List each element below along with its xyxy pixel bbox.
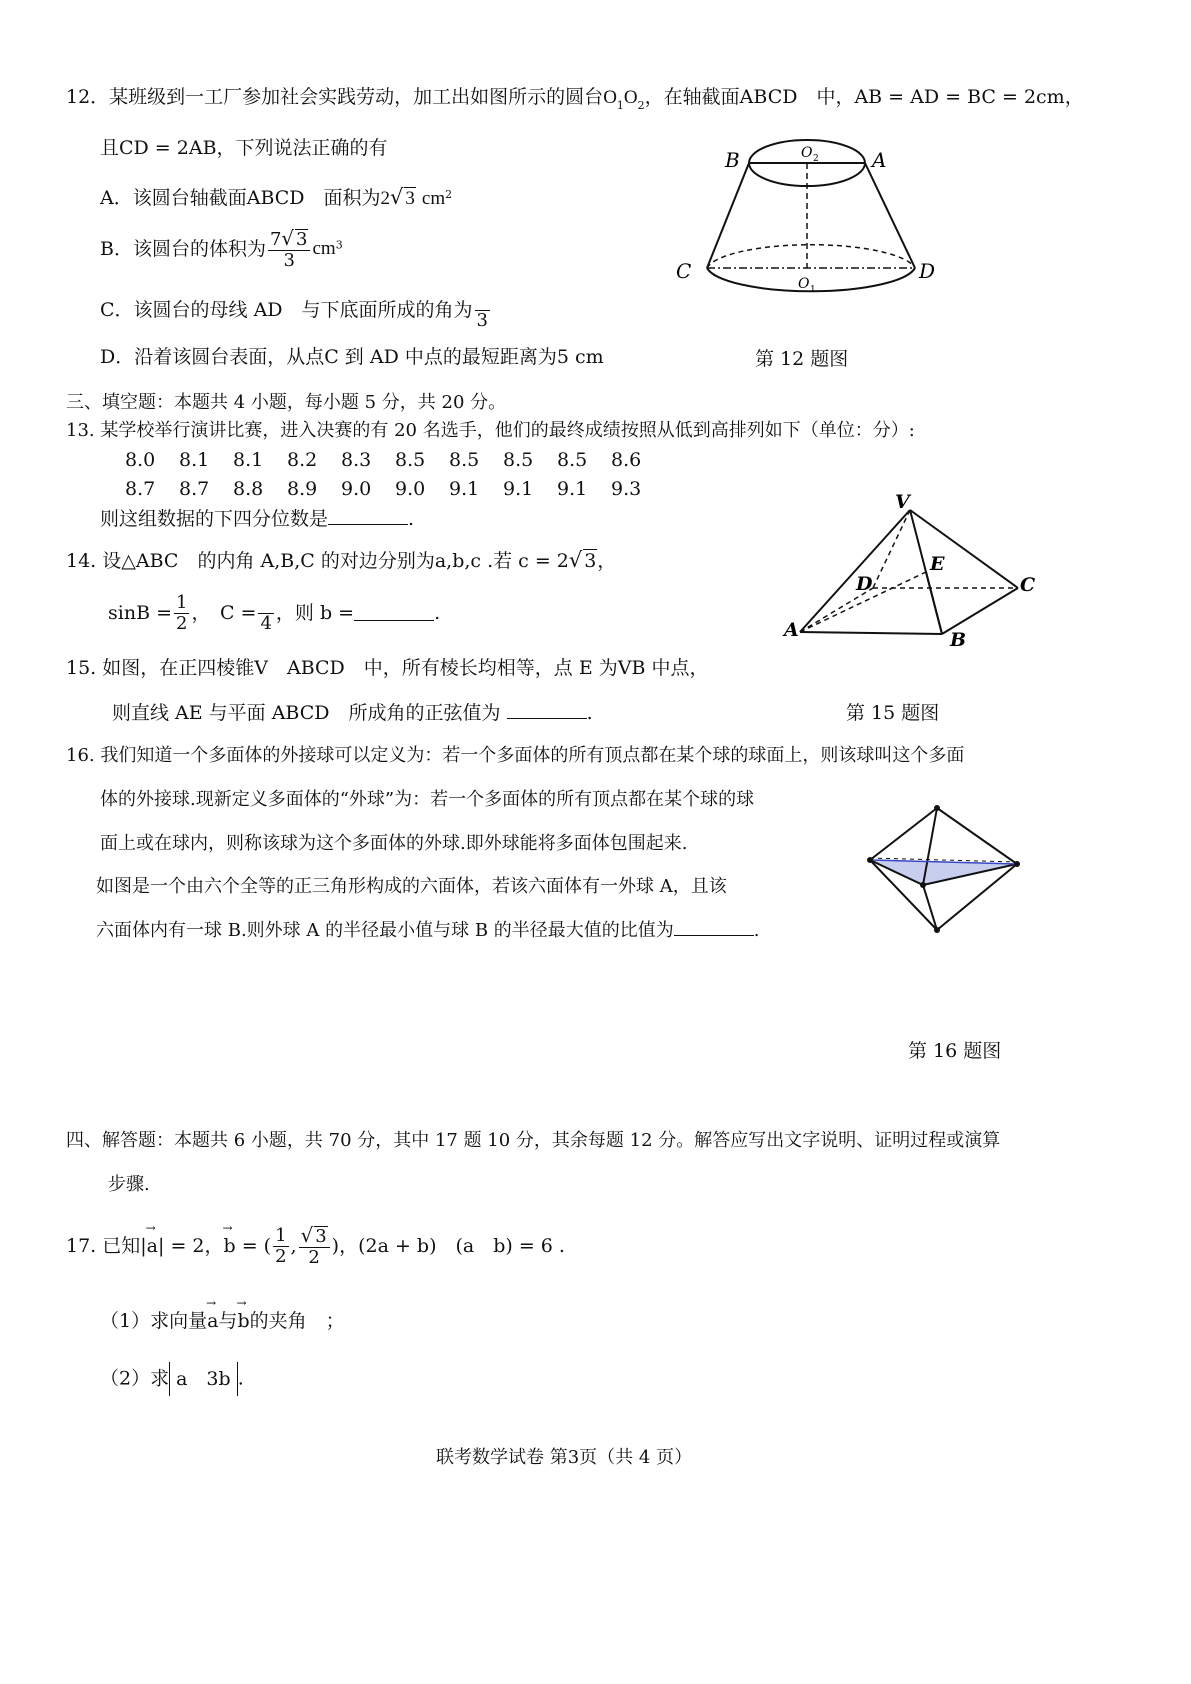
q13-stem: 13. 某学校举行演讲比赛，进入决赛的有 20 名选手，他们的最终成绩按照从低到高排列如下（单位：分）: — [66, 420, 915, 441]
bottom-ellipse-back — [707, 245, 915, 268]
section-4-heading-line2: 步骤. — [108, 1174, 150, 1195]
q13-data-row-2: 8.7 8.7 8.8 8.9 9.0 9.0 9.1 9.1 9.1 9.3 — [125, 478, 642, 500]
q17-part2: （2）求 a 3b . — [100, 1362, 244, 1396]
q12-option-b: B．该圆台的体积为 $\frac{7√ 3}{3}$ $cm^3$ — [100, 227, 343, 271]
label-a: A — [872, 148, 887, 172]
octahedron-figure — [860, 800, 1030, 940]
q12-option-d: D．沿着该圆台表面，从点C 到 AD 中点的最短距离为5 cm — [100, 346, 604, 368]
label-c: C — [1020, 574, 1036, 596]
label-o1: O — [798, 276, 810, 292]
q12-stem-line1: 12．某班级到一工厂参加社会实践劳动，加工出如图所示的圆台$O_1O_2$，在轴截面ABCD 中，AB = AD = BC = 2cm， — [66, 86, 1084, 112]
absolute-value: a 3b — [169, 1362, 238, 1396]
q15-line1: 15. 如图，在正四棱锥V ABCD 中，所有棱长均相等，点 E 为VB 中点， — [66, 657, 709, 679]
label-e: E — [930, 553, 945, 575]
label-d: D — [856, 573, 873, 595]
answer-blank[interactable] — [507, 704, 587, 719]
q16-line2: 体的外接球.现新定义多面体的“外球”为：若一个多面体的所有顶点都在某个球的球 — [100, 789, 755, 810]
q15-line2: 则直线 AE 与平面 ABCD 所成角的正弦值为 . — [112, 702, 593, 724]
label-v: V — [895, 491, 910, 513]
label-o1-sub: 1 — [810, 285, 816, 295]
q13-data-row-1: 8.0 8.1 8.1 8.2 8.3 8.5 8.5 8.5 8.5 8.6 — [125, 449, 642, 471]
q16-line5: 六面体内有一球 B.则外球 A 的半径最小值与球 B 的半径最大值的比值为 . — [96, 920, 760, 941]
section-4-heading-line1: 四、解答题：本题共 6 小题，共 70 分，其中 17 题 10 分，其余每题 12 分。解答应写出文字说明、证明过程或演算 — [66, 1130, 1001, 1151]
q12-option-c: C．该圆台的母线 AD 与下底面所成的角为 3 — [100, 290, 492, 331]
q17-stem: 17. 已知|→ a| = 2，→ b = ( $\frac{1}{2}$ , $\frac{√ 3}{2}$ )，(2a + b) (a b) = 6 . — [66, 1225, 565, 1268]
fraction: $\frac{1}{2}$ — [275, 1225, 287, 1267]
answer-blank[interactable] — [328, 510, 408, 525]
label-d: D — [919, 259, 936, 283]
page-footer: 联考数学试卷 第3页（共 4 页） — [436, 1447, 693, 1468]
answer-blank[interactable] — [354, 606, 434, 621]
label-a: A — [784, 619, 799, 641]
fraction: 4 — [258, 593, 273, 634]
q16-line1: 16. 我们知道一个多面体的外接球可以定义为：若一个多面体的所有顶点都在某个球的球面上，则该球叫这个多面 — [66, 745, 965, 766]
fraction: $\frac{√ 3}{2}$ — [299, 1225, 330, 1268]
fraction: $\frac{1}{2}$ — [176, 592, 188, 634]
q14-line2: sinB = $\frac{1}{2}$ ， C = 4 ，则 b = . — [108, 592, 441, 634]
label-c: C — [676, 259, 692, 283]
q12-stem-line2: 且CD = 2AB，下列说法正确的有 — [100, 137, 388, 159]
q13-question: 则这组数据的下四分位数是 . — [100, 508, 415, 530]
q16-line3: 面上或在球内，则称该球为这个多面体的外球.即外球能将多面体包围起来. — [100, 833, 688, 854]
answer-blank[interactable] — [674, 921, 754, 936]
section-3-heading: 三、填空题：本题共 4 小题，每小题 5 分，共 20 分。 — [66, 392, 507, 413]
label-b: B — [725, 148, 740, 172]
q16-caption: 第 16 题图 — [908, 1040, 1002, 1062]
label-b: B — [950, 629, 967, 650]
frustum-figure — [670, 135, 950, 305]
q15-caption: 第 15 题图 — [846, 702, 940, 724]
label-o2: O — [801, 145, 813, 161]
fraction: 3 — [475, 290, 490, 331]
q17-part1: （1）求向量→ a与→ b的夹角 ； — [100, 1310, 345, 1333]
q14-line1: 14. 设△ABC 的内角 A,B,C 的对边分别为a,b,c .若 c = 2√ 3， — [66, 548, 617, 572]
q12-option-a: A．该圆台轴截面ABCD 面积为2√ 3 $cm^2$ — [100, 185, 453, 209]
q12-caption: 第 12 题图 — [755, 348, 849, 370]
label-o2-sub: 2 — [813, 154, 819, 164]
q16-line4: 如图是一个由六个全等的正三角形构成的六面体，若该六面体有一外球 A，且该 — [96, 876, 727, 897]
pyramid-figure — [780, 490, 1050, 650]
fraction: $\frac{7√ 3}{3}$ — [268, 228, 311, 271]
